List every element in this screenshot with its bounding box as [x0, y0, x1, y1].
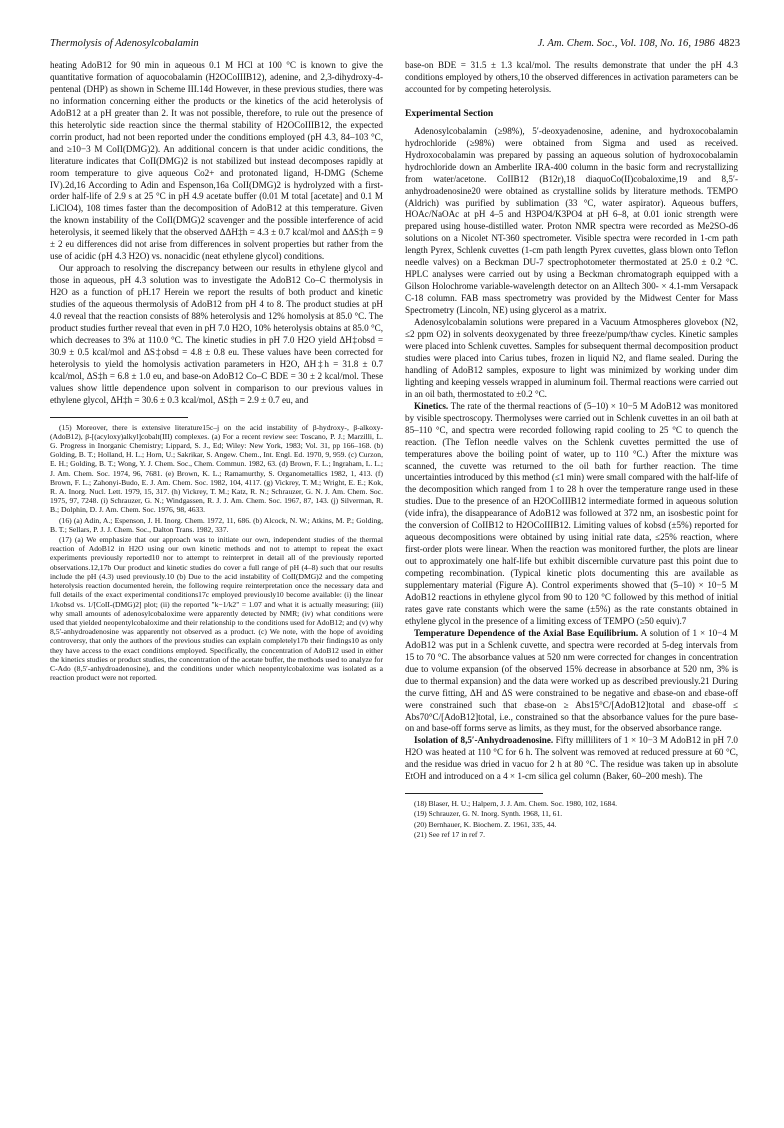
paragraph-text: The rate of the thermal reactions of (5–10) × 10−5 M AdoB12 was monitored by visible spectroscopy. Thermolyses were carried out in Schlenk cuvettes in an oil bath at 85–110 °C, and spectra were recorded following rapid cooling to 25 °C to quench the reaction. (The Teflon needle valves on the Schlenk cuvettes permitted the use of temperatures above the boiling point of water, up to 110 °C.) After the mixture was scanned, the cuvette was returned to the oil bath for further reaction. The time uncertainties introduced by this method (≤1 min) were small compared with the half-life of the decomposition which ranged from 1 to 28 h over the temperature range used in these studies. Due to the presence of an H2OCoIIIB12 intermediate formed in aqueous solution (vide infra), the disappearance of AdoB12 was followed at 372 nm, an isosbestic point for the conversion of CoIIB12 to H2OCoIIIB12. Limiting values of kobsd (±5%) reported for aqueous decompositions were obtained by using initial rate data, ≤25% reaction, where first-order plots were linear. When the reaction was monitored further, the plots are linear out to approximately one half-life but exhibit discernible curvature past this point due to competing recombination. (Typical kinetic plots documenting this are available as supplementary material (Figure A). Control experiments showed that (5–10) × 10−5 M AdoB12 reactions in ethylene glycol from 90 to 120 °C followed by this method of initial rates gave rate constants which were the same (±5%) as the rate constants obtained in ethylene glycol in the presence of a limiting excess of TEMPO (≥50 equiv).7 — [405, 400, 738, 626]
body-paragraph: Our approach to resolving the discrepancy between our results in ethylene glycol and those in aqueous, pH 4.3 solution was to investigate the AdoB12 Co–C thermolysis in H2O as a function of pH.17 Herein we report the results of both product and kinetic studies of the aqueous thermolysis of AdoB12 from pH 4 to 8. The product studies at pH 4.0 reveal that the reaction consists of 88% heterolysis and 12% homolysis at 85.0 °C. The product studies further reveal that even in pH 7.0 H2O, 10% heterolysis obtains at 85.0 °C, which decreases to 3% at 110.0 °C. The kinetic studies in pH 7.0 H2O yield ΔH‡obsd = 30.9 ± 0.5 kcal/mol and ΔS‡obsd = 4.8 ± 0.8 eu. These values have been corrected for heterolysis to yield the homolysis activation parameters in H2O, ΔH‡h = 31.8 ± 0.7 kcal/mol, ΔS‡h = 6.8 ± 1.0 eu, and base-on AdoB12 Co–C BDE = 30 ± 2 kcal/mol. These values show little dependence upon solvent in comparison to our previous values in ethylene glycol, ΔH‡h = 30.6 ± 0.3 kcal/mol, ΔS‡h = 2.9 ± 0.7 eu, and — [50, 263, 383, 405]
footnotes — [405, 799, 738, 839]
subsection-heading: Kinetics. — [414, 400, 449, 411]
footnote-20: (20) Bernhauer, K. Biochem. Z. 1961, 335, 44. — [414, 819, 557, 829]
footnote-16: (16) (a) Adin, A.; Espenson, J. H. Inorg. Chem. 1972, 11, 686. (b) Alcock, N. W.; Atkins, M. P.; Golding, B. T.; Sellars, P. J. J. Chem. Soc., Dalton Trans. 1982, 337. — [50, 515, 383, 534]
subsection-heading: Isolation of 8,5′-Anhydroadenosine. — [414, 735, 554, 746]
paragraph-text: Fifty milliliters of 1 × 10−3 M AdoB12 in pH 7.0 H2O was heated at 110 °C for 6 h. The solvent was removed at reduced pressure at 60 °C, and the residue was dried in vacuo for 2 h at 80 °C. The residue was taken up in absolute EtOH and introduced on a 4 × 1-cm silica gel column (Baker, 60–200 mesh). The — [405, 735, 738, 782]
body-paragraph: heating AdoB12 for 90 min in aqueous 0.1 M HCl at 100 °C is known to give the quantitative formation of aquocobalamin (H2OCoIIIB12), adenine, and 2,3-dihydroxy-4-pentenal (DHP) as shown in Scheme III.14d However, in these previous studies, there was no information concerning either the products or the kinetics of the acid heterolysis of AdoB12 at a pH greater than 2. It was not possible, therefore, to rule out the presence of this heterolytic side reaction since the thermal stability of H2OCoIIIB12, the expected corrin product, had not been reported under the conditions employed (pH 4.3, 84–103 °C, and ≥10−3 M CoII(DMG)2). An additional concern is that under acidic conditions, the literature indicates that CoII(DMG)2 is not stabilized but instead decomposes rapidly at room temperature to give aqueous Co2+ and protonated ligand, H-DMG (Scheme IV).2d,16 According to Adin and Espenson,16a CoII(DMG)2 is hydrolyzed with a first-order half-life of 2.9 s at 25 °C in pH 4.9 acetate buffer (0.01 M total [acetate] and 0.1 M LiClO4), 108 times faster than the decomposition of AdoB12 at this temperature. Given the known instability of the CoII(DMG)2 scavenger and the possible interference of acid heterolysis, it seemed likely that the observed ΔΔH‡h = 4.3 ± 0.7 kcal/mol and ΔΔS‡h = 9 ± 2 eu differences did not arise from differences in solvent properties but rather from the use of acidic (pH 4.3 H2O) vs. nonacidic (neat ethylene glycol) conditions. — [50, 60, 383, 262]
footnote-rule — [405, 793, 543, 794]
body-paragraph: Adenosylcobalamin (≥98%), 5′-deoxyadenosine, adenine, and hydroxocobalamin hydrochloride (≥98%) were obtained from Sigma and used as received. Hydroxocobalamin was prepared by passing an aqueous solution of hydroxocobalamin hydrochloride down an Amberlite IRA-400 column in the basic form and recrystallizing from water/acetone. CoIIB12 (B12r),18 diaquoCo(II)cobaloxime,19 and 8,5′-anhydroadenosine20 were obtained as crystalline solids by literature methods. TEMPO (Aldrich) was purified by sublimation (33 °C, water aspirator). Aqueous buffers, HOAc/NaOAc at pH 4–5 and H3PO4/K3PO4 at pH 6–8, at 0.01 ionic strength were prepared using house-distilled water. Proton NMR spectra were recorded as Me2SO-d6 solutions on a Nicolet NT-360 spectrometer. Visible spectra were recorded in 1-cm path length Pyrex, Schlenk cuvettes (1-cm path length Pyrex cuvettes, glass blown onto Teflon needle valves) on a Beckman DU-7 spectrophotometer thermostated at 25.0 ± 0.2 °C. HPLC analyses were carried out by using a Beckman chromatograph equipped with a Gilson Holochrome variable-wavelength detector on an Alltech 300- × 4.1-mm Versapack C-18 column. FAB mass spectrometry was provided by the Midwest Center for Mass Spectrometry (Lincoln, NE) using glycerol as a matrix. — [405, 125, 738, 316]
footnotes — [50, 423, 383, 683]
paragraph-text: A solution of 1 × 10−4 M AdoB12 was put in a Schlenk cuvette, and spectra were recorded at 5-deg intervals from 15 to 70 °C. The absorbance values at 520 nm were corrected for changes in concentration due to volume expansion (of the observed 15% decrease in absorbance at 520 nm, 3% is due to thermal expansion) and the data were worked up as described previously.21 During the curve fitting, ΔH and ΔS were constrained to be negative and εbase-on and εbase-off were constrained such that εbase-on ≥ Abs15°C/[AdoB12]total and εbase-off ≤ Abs70°C/[AdoB12]total, i.e., constrained so that the absorbance values for the pure base-on and base-off forms serve as limits, as they must, for the observed absorbance range. — [405, 627, 739, 734]
right-column — [405, 60, 738, 840]
section-heading: Experimental Section — [405, 107, 494, 119]
footnote-rule — [50, 417, 188, 418]
body-paragraph: base-on BDE = 31.5 ± 1.3 kcal/mol. The results demonstrate that under the pH 4.3 conditions employed by others,10 the observed differences in activation parameters can be accounted for by competing heterolysis. — [405, 60, 738, 94]
footnote-18: (18) Blaser, H. U.; Halpern, J. J. Am. Chem. Soc. 1980, 102, 1684. — [414, 799, 618, 809]
footnote-21: (21) See ref 17 in ref 7. — [414, 829, 486, 839]
journal-reference: J. Am. Chem. Soc., Vol. 108, No. 16, 1986 — [537, 38, 715, 49]
page-number: 4823 — [718, 38, 740, 49]
temperature-paragraph — [405, 628, 738, 736]
running-title: Thermolysis of Adenosylcobalamin — [50, 38, 199, 49]
kinetics-paragraph — [405, 401, 738, 628]
isolation-paragraph — [405, 735, 738, 783]
footnote-19: (19) Schrauzer, G. N. Inorg. Synth. 1968, 11, 61. — [414, 809, 563, 819]
left-column — [50, 60, 383, 683]
footnote-17: (17) (a) We emphasize that our approach was to initiate our own, independent studies of the thermal reaction of AdoB12 in H2O using our own kinetic methods and not to attempt to repeat the exact experiments previously reported10 nor to attempt to reinterpret in detail all of the previously reported observations.12,17b Our product and kinetic studies do cover a full range of pH (4–8) such that our results include the pH (4.3) used previously.10 (b) Due to the acid instability of CoII(DMG)2 and the competing heterolysis reaction documented herein, the following require reinterpretation once the necessary data and full details of the exact experimental conditions17c employed previously10 become available: (i) the linear 1/kobsd vs. 1/[CoII-(DMG)2] plot; (ii) the reported "k−1/k2" = 1.07 and what it is actually measuring; (iii) why small amounts of adenosylcobaloxime were apparently detected by NMR; (iv) what conditions were used that yielded neopentylcobaloxime and their relationship to the conditions used for AdoB12; and (v) why 8,5′-anhydroadenosine was apparently not observed as a product. (c) We note, with the hope of avoiding controversy, that only the authors of the previous studies can explain completely17b their findings10 as only they have access to the exact conditions employed. Specifically, the concentration of AdoB12 used in either the kinetics studies or product studies, the concentration of the acetate buffer, the methods used to analyze for C-Ado (8,5′-anhydroadenosine), and the conditions under which neopentylcobaloxime was isolated as a reaction product were not reported. — [50, 535, 383, 683]
subsection-heading: Temperature Dependence of the Axial Base Equilibrium. — [414, 627, 639, 638]
body-paragraph: Adenosylcobalamin solutions were prepared in a Vacuum Atmospheres glovebox (N2, ≤2 ppm O2) in solvents deoxygenated by three freeze/pump/thaw cycles. Kinetic samples were placed into Schlenk cuvettes. Samples for subsequent thermal decomposition product studies were placed into Carius tubes, frozen in liquid N2, and flame sealed. During the handling of AdoB12 samples, exposure to light was minimized by working under dim lighting and keeping vessels wrapped in aluminum foil. Thermal reactions were carried out in an oil bath, thermostated to ±0.2 °C. — [405, 317, 738, 399]
running-head — [50, 38, 740, 52]
footnote-15: (15) Moreover, there is extensive literature15c–j on the acid instability of β-hydroxy-, β-alkoxy- (AdoB12), β-[(acyloxy)alkyl]cobalt(III) complexes. (a) For a recent review see: Toscano, P. J.; Marzilli, L. G. Progress in Inorganic Chemistry; Lippard, S. J., Ed; Wiley: New York, 1983; Vol. 31, pp 166–168. (b) Golding, B. T.; Holland, H. L.; Horn, U.; Sakrikar, S. Angew. Chem., Int. Engl. Ed. 1970, 9, 959. (c) Curzon, E. H.; Golding, B. T.; Wong, Y. J. Chem. Soc., Chem. Commun. 1982, 63. (d) Brown, F. L.; Ingraham, L. L.; J. Am. Chem. Soc. 1974, 96, 7681. (e) Brown, K. L.; Ramamurthy, S. Organometallics 1982, 1, 413. (f) Brown, F. L.; Zahonyi-Budo, E. J. Am. Chem. Soc. 1982, 104, 4117. (g) Vickrey, T. M.; Wright, E. E.; Kok, R. A. Inorg. Nucl. Lett. 1979, 15, 317. (h) Vickrey, T. M.; Katz, R. N.; Schrauzer, G. N. J. Am. Chem. Soc. 1975, 97, 7248. (i) Schrauzer, G. N.; Windgassen, R. J. J. Am. Chem. Soc. 1967, 87, 143. (j) Silverman, R. B.; Dolphin, D. J. Am. Chem. Soc. 1976, 98, 4633. — [50, 422, 383, 515]
journal-citation — [538, 38, 740, 49]
